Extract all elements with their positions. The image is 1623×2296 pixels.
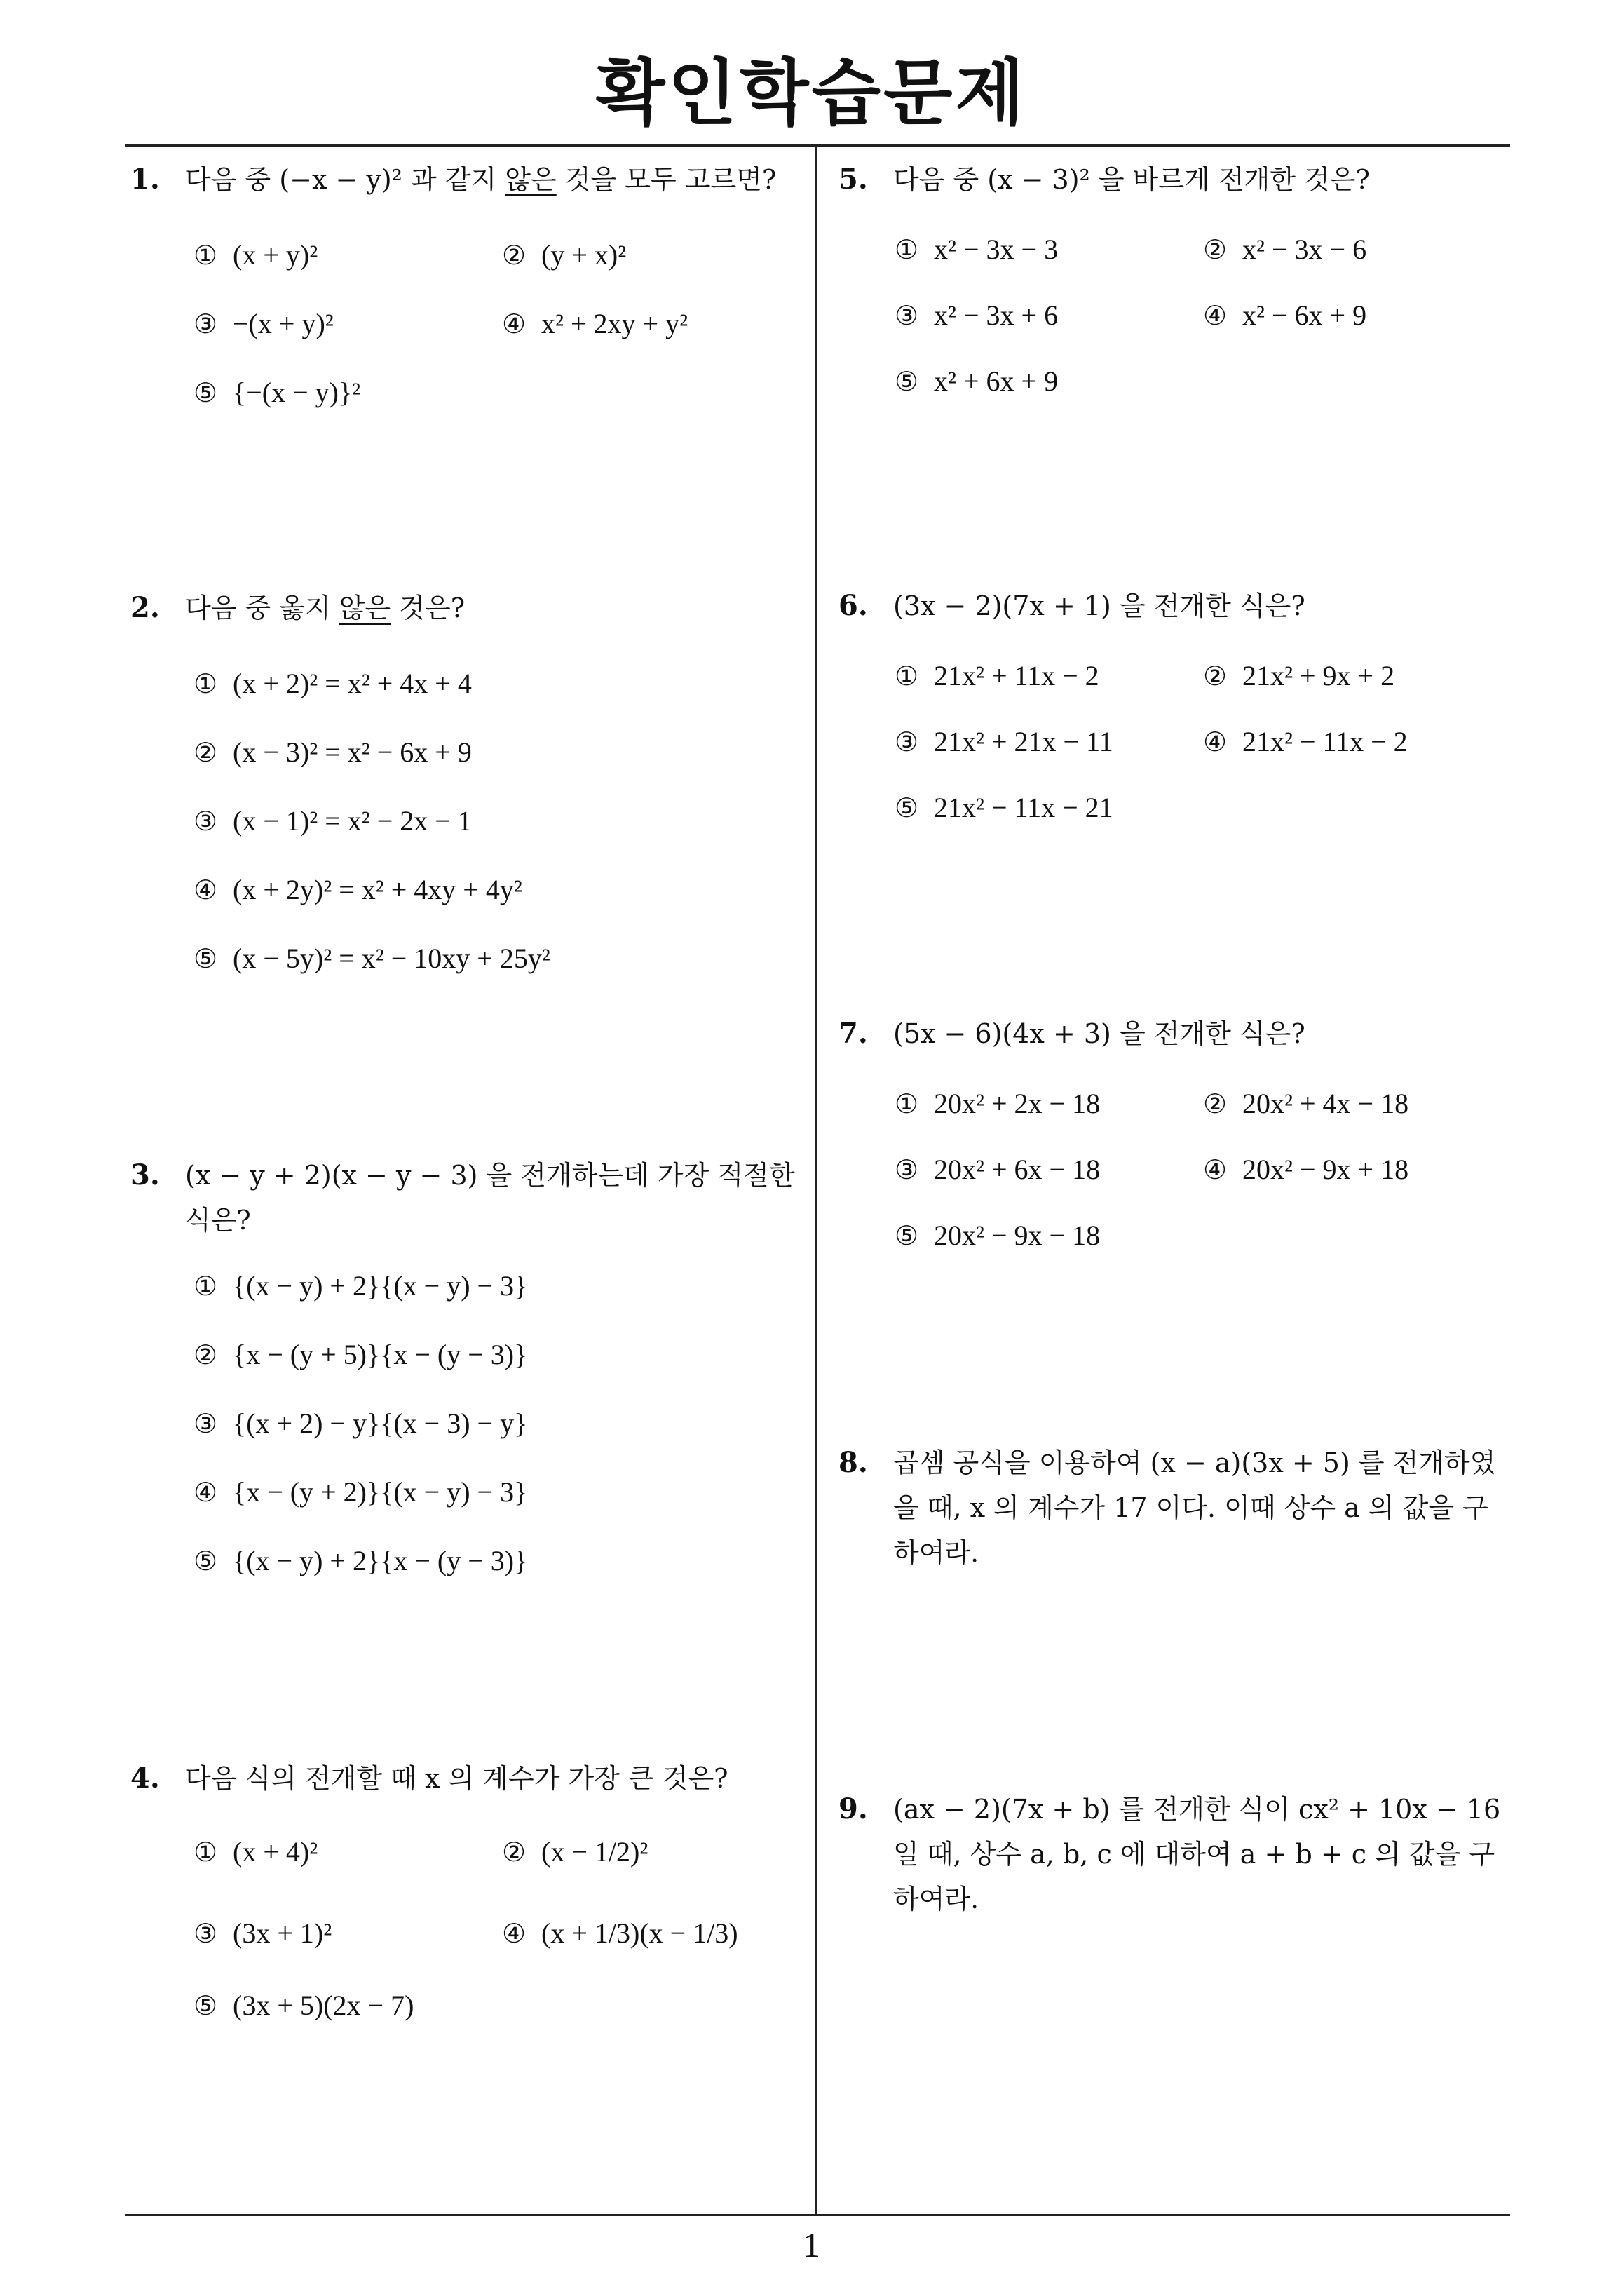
question-1 xyxy=(130,157,803,415)
choice-list xyxy=(193,1264,803,1583)
choice-5[interactable]: ⑤ (x − 5y)² = x² − 10xy + 25y² xyxy=(193,943,550,974)
choice-5[interactable]: ⑤ 21x² − 11x − 21 xyxy=(895,792,1113,823)
choice-1[interactable]: ① x² − 3x − 3 xyxy=(895,234,1059,265)
question-number: 9. xyxy=(838,1792,868,1825)
choice-1[interactable]: ① {(x − y) + 2}{(x − y) − 3} xyxy=(193,1270,528,1302)
choice-5[interactable]: ⑤ (3x + 5)(2x − 7) xyxy=(193,1990,414,2021)
choice-4[interactable]: ④ {x − (y + 2)}{(x − y) − 3} xyxy=(193,1476,528,1508)
choice-3[interactable]: ③ (3x + 1)² xyxy=(193,1917,332,1949)
choice-list xyxy=(193,1821,803,2028)
page-title: 확인학습문제 xyxy=(595,52,1028,135)
choice-list xyxy=(895,654,1512,830)
question-text: 다음 중 (x − 3)² 을 바르게 전개한 것은? xyxy=(893,164,1370,195)
question-text: (x − y + 2)(x − y − 3) 을 전개하는데 가장 적절한 식은? xyxy=(185,1160,795,1236)
choice-2[interactable]: ② (x − 1/2)² xyxy=(502,1836,648,1868)
question-text: (3x − 2)(7x + 1) 을 전개한 식은? xyxy=(893,590,1305,621)
choice-2[interactable]: ② 21x² + 9x + 2 xyxy=(1203,660,1395,691)
choice-4[interactable]: ④ 20x² − 9x + 18 xyxy=(1203,1154,1409,1185)
question-3 xyxy=(130,1153,803,1583)
choice-4[interactable]: ④ 21x² − 11x − 2 xyxy=(1203,726,1408,757)
choice-4[interactable]: ④ x² − 6x + 9 xyxy=(1203,299,1367,331)
choice-3[interactable]: ③ (x − 1)² = x² − 2x − 1 xyxy=(193,805,472,837)
choice-5[interactable]: ⑤ 20x² − 9x − 18 xyxy=(895,1220,1101,1251)
choice-4[interactable]: ④ x² + 2xy + y² xyxy=(502,308,688,339)
question-7 xyxy=(838,1011,1512,1258)
choice-3[interactable]: ③ 21x² + 21x − 11 xyxy=(895,726,1113,757)
choice-2[interactable]: ② 20x² + 4x − 18 xyxy=(1203,1088,1409,1119)
question-2 xyxy=(130,586,803,981)
header-rule xyxy=(125,144,1510,147)
choice-5[interactable]: ⑤ {−(x − y)}² xyxy=(193,377,361,408)
choice-1[interactable]: ① (x + 2)² = x² + 4x + 4 xyxy=(193,668,472,699)
question-text: 다음 중 (−x − y)² 과 같지 않은 것을 모두 고르면? xyxy=(185,164,777,195)
choice-list xyxy=(193,661,803,981)
question-number: 2. xyxy=(130,591,160,624)
question-text: (ax − 2)(7x + b) 를 전개한 식이 cx² + 10x − 16 일 때, 상수 a, b, c 에 대하여 a + b + c 의 값을 구하여라. xyxy=(893,1794,1501,1915)
page-number: 1 xyxy=(803,2225,820,2264)
choice-3[interactable]: ③ 20x² + 6x − 18 xyxy=(895,1154,1101,1185)
choice-4[interactable]: ④ (x + 1/3)(x − 1/3) xyxy=(502,1917,738,1949)
choice-1[interactable]: ① (x + 4)² xyxy=(193,1836,318,1868)
question-4 xyxy=(130,1756,803,2028)
underlined-word: 않은 xyxy=(505,164,557,195)
question-text: 곱셈 공식을 이용하여 (x − a)(3x + 5) 를 전개하였을 때, x 의 계수가 17 이다. 이때 상수 a 의 값을 구하여라. xyxy=(893,1447,1496,1568)
choice-3[interactable]: ③ {(x + 2) − y}{(x − 3) − y} xyxy=(193,1407,528,1439)
choice-1[interactable]: ① (x + y)² xyxy=(193,239,318,271)
question-number: 8. xyxy=(838,1446,868,1479)
choice-2[interactable]: ② (y + x)² xyxy=(502,239,627,271)
question-5 xyxy=(838,157,1512,404)
choice-5[interactable]: ⑤ {(x − y) + 2}{x − (y − 3)} xyxy=(193,1545,528,1576)
column-divider xyxy=(815,144,817,2216)
choice-list xyxy=(895,227,1512,404)
question-number: 1. xyxy=(130,163,160,196)
choice-2[interactable]: ② {x − (y + 5)}{x − (y − 3)} xyxy=(193,1339,528,1370)
footer-rule xyxy=(125,2214,1510,2216)
choice-1[interactable]: ① 20x² + 2x − 18 xyxy=(895,1088,1101,1119)
question-number: 3. xyxy=(130,1159,160,1191)
choice-2[interactable]: ② (x − 3)² = x² − 6x + 9 xyxy=(193,736,472,768)
question-8 xyxy=(838,1440,1512,1575)
choice-3[interactable]: ③ −(x + y)² xyxy=(193,308,334,339)
question-number: 7. xyxy=(838,1017,868,1050)
question-text: 다음 중 옳지 않은 것은? xyxy=(185,593,466,623)
choice-list xyxy=(895,1081,1512,1258)
question-text: 다음 식의 전개할 때 x 의 계수가 가장 큰 것은? xyxy=(185,1763,728,1794)
question-number: 5. xyxy=(838,163,868,196)
question-number: 4. xyxy=(130,1762,160,1795)
choice-list xyxy=(193,233,803,415)
question-6 xyxy=(838,583,1512,830)
choice-1[interactable]: ① 21x² + 11x − 2 xyxy=(895,660,1099,691)
choice-2[interactable]: ② x² − 3x − 6 xyxy=(1203,234,1367,265)
choice-5[interactable]: ⑤ x² + 6x + 9 xyxy=(895,365,1059,397)
question-9 xyxy=(838,1787,1512,1922)
choice-4[interactable]: ④ (x + 2y)² = x² + 4xy + 4y² xyxy=(193,874,522,905)
underlined-word: 않은 xyxy=(339,593,391,623)
question-text: (5x − 6)(4x + 3) 을 전개한 식은? xyxy=(893,1018,1305,1049)
question-number: 6. xyxy=(838,589,868,622)
choice-3[interactable]: ③ x² − 3x + 6 xyxy=(895,299,1059,331)
